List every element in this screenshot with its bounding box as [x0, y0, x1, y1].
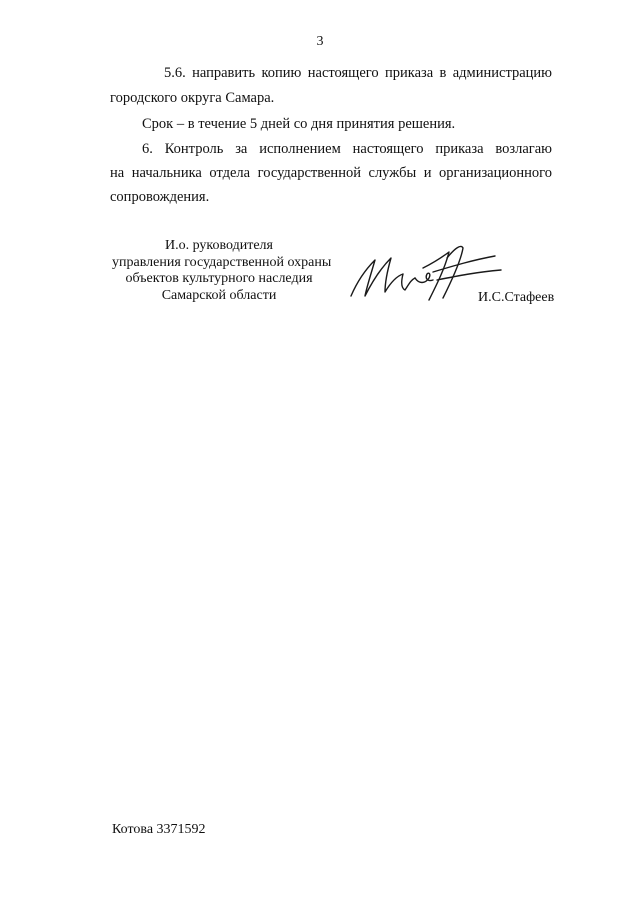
- paragraph-6-line-2: на начальника отдела государственной службы и организационного: [110, 165, 552, 181]
- position-line: Самарской области: [161, 287, 277, 303]
- executor-footer: Котова 3371592: [112, 822, 206, 837]
- paragraph-5-6-line-2: городского округа Самара.: [110, 90, 275, 106]
- signatory-position: [112, 238, 332, 304]
- position-line: объектов культурного наследия: [125, 271, 313, 286]
- position-line: И.о. руководителя: [164, 238, 273, 253]
- page-number: 3: [316, 34, 324, 49]
- deadline-paragraph: Срок – в течение 5 дней со дня принятия решения.: [142, 116, 456, 132]
- paragraph-6-line-1: 6. Контроль за исполнением настоящего приказа возлагаю: [142, 141, 552, 157]
- paragraph-5-6-line-1: 5.6. направить копию настоящего приказа в администрацию: [164, 65, 552, 81]
- position-line: управления государственной охраны: [112, 254, 332, 270]
- signer-name: И.С.Стафеев: [478, 290, 555, 305]
- paragraph-6-line-3: сопровождения.: [110, 189, 210, 205]
